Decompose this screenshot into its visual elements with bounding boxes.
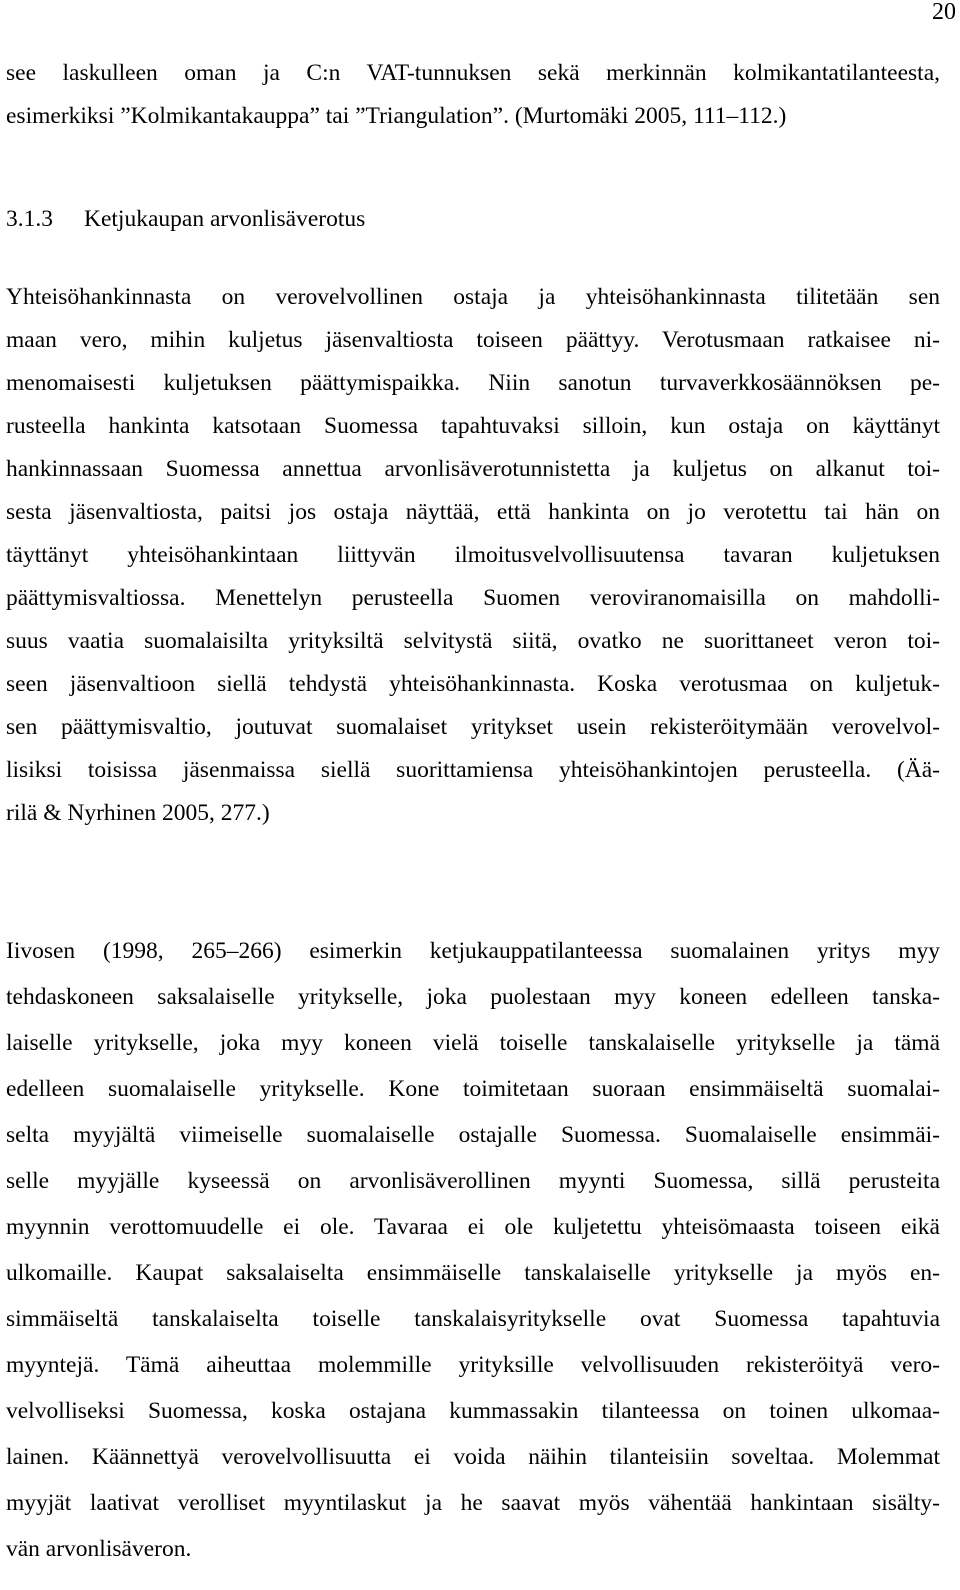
text-line: rilä & Nyrhinen 2005, 277.) (6, 800, 270, 826)
text-line: seen jäsenvaltioon siellä tehdystä yhteisöhankinnasta. Koska verotusmaa on kuljetuk- (6, 671, 940, 697)
text-line: Yhteisöhankinnasta on verovelvollinen ostaja ja yhteisöhankinnasta tilitetään sen (6, 284, 940, 310)
text-line: see laskulleen oman ja C:n VAT-tunnuksen sekä merkinnän kolmikantatilanteesta, (6, 60, 940, 86)
text-line: sen päättymisvaltio, joutuvat suomalaiset yritykset usein rekisteröitymään verovelvol- (6, 714, 940, 740)
section-heading (6, 204, 940, 234)
text-line: selle myyjälle kyseessä on arvonlisäverollinen myynti Suomessa, sillä perusteita (6, 1168, 940, 1194)
text-line: sesta jäsenvaltiosta, paitsi jos ostaja näyttää, että hankinta on jo verotettu tai hän on (6, 499, 940, 525)
text-line: lainen. Käännettyä verovelvollisuutta ei voida näihin tilanteisiin soveltaa. Molemmat (6, 1444, 940, 1470)
section-title: Ketjukaupan arvonlisäverotus (84, 206, 366, 232)
section-number: 3.1.3 (6, 206, 53, 232)
text-line: selta myyjältä viimeiselle suomalaiselle ostajalle Suomessa. Suomalaiselle ensimmäi- (6, 1122, 940, 1148)
text-line: täyttänyt yhteisöhankintaan liittyvän ilmoitusvelvollisuutensa tavaran kuljetuksen (6, 542, 940, 568)
text-line: vän arvonlisäveron. (6, 1536, 192, 1562)
text-line: myyjät laativat verolliset myyntilaskut ja he saavat myös vähentää hankintaan sisälty- (6, 1490, 940, 1516)
text-line: lisiksi toisissa jäsenmaissa siellä suorittamiensa yhteisöhankintojen perusteella. (Ää- (6, 757, 940, 783)
text-line: päättymisvaltiossa. Menettelyn perusteella Suomen veroviranomaisilla on mahdolli- (6, 585, 940, 611)
text-line: ulkomaille. Kaupat saksalaiselta ensimmäiselle tanskalaiselle yritykselle ja myös en- (6, 1260, 940, 1286)
text-line: rusteella hankinta katsotaan Suomessa tapahtuvaksi silloin, kun ostaja on käyttänyt (6, 413, 940, 439)
text-line: myyntejä. Tämä aiheuttaa molemmille yrityksille velvollisuuden rekisteröityä vero- (6, 1352, 940, 1378)
text-line: edelleen suomalaiselle yritykselle. Kone toimitetaan suoraan ensimmäiseltä suomalai- (6, 1076, 940, 1102)
text-line: maan vero, mihin kuljetus jäsenvaltiosta toiseen päättyy. Verotusmaan ratkaisee ni- (6, 327, 940, 353)
text-line: menomaisesti kuljetuksen päättymispaikka. Niin sanotun turvaverkkosäännöksen pe- (6, 370, 940, 396)
text-line: myynnin verottomuudelle ei ole. Tavaraa ei ole kuljetettu yhteisömaasta toiseen eikä (6, 1214, 940, 1240)
text-line: hankinnassaan Suomessa annettua arvonlisäverotunnistetta ja kuljetus on alkanut toi- (6, 456, 940, 482)
text-line: laiselle yritykselle, joka myy koneen vielä toiselle tanskalaiselle yritykselle ja tämä (6, 1030, 940, 1056)
text-line: velvolliseksi Suomessa, koska ostajana kummassakin tilanteessa on toinen ulkomaa- (6, 1398, 940, 1424)
text-line: suus vaatia suomalaisilta yrityksiltä selvitystä siitä, ovatko ne suorittaneet veron toi- (6, 628, 940, 654)
text-line: simmäiseltä tanskalaiselta toiselle tanskalaisyritykselle ovat Suomessa tapahtuvia (6, 1306, 940, 1332)
text-line: esimerkiksi ”Kolmikantakauppa” tai ”Triangulation”. (Murtomäki 2005, 111–112.) (6, 103, 787, 129)
text-line: Iivosen (1998, 265–266) esimerkin ketjukauppatilanteessa suomalainen yritys myy (6, 938, 940, 964)
page-number: 20 (932, 0, 956, 25)
text-line: tehdaskoneen saksalaiselle yritykselle, joka puolestaan myy koneen edelleen tanska- (6, 984, 940, 1010)
